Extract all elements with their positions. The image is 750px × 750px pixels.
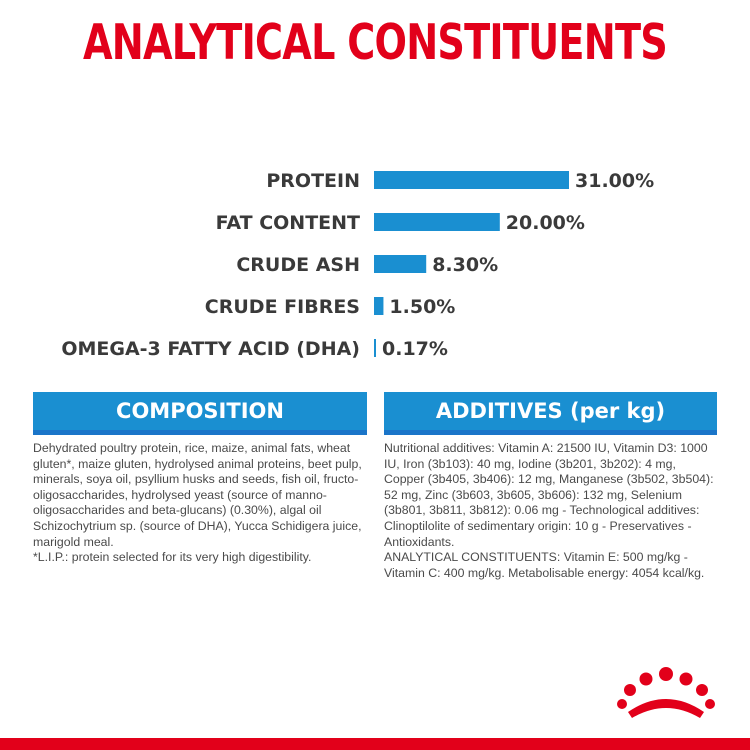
additives-text-block	[384, 441, 714, 581]
bar	[374, 213, 500, 231]
bar-value-label: 0.17%	[382, 338, 448, 360]
nutrient-bar-chart	[0, 150, 750, 380]
bar-value-label: 8.30%	[432, 254, 499, 276]
bar-label: FAT CONTENT	[215, 212, 360, 234]
bar-value-label: 31.00%	[575, 170, 655, 192]
bar	[374, 171, 569, 189]
additives-text: Nutritional additives: Vitamin A: 21500 IU, Vitamin D3: 1000 IU, Iron (3b103): 40 mg, Iodine (3b201, 3b202): 4 mg, Copper (3b405, 3b406): 12 mg, Manganese (3b502, 3b504): 52 mg, Zinc (3b603, 3b605, 3b606): 132 mg, Selenium (3b801, 3b811, 3b812): 0.06 mg - Technological additives: Clinoptilolite of sedimentary origin: 10 g - Preservatives - Antioxidants.	[384, 441, 714, 549]
bar	[374, 255, 426, 273]
bar-label: CRUDE FIBRES	[204, 296, 360, 318]
composition-footnote: *L.I.P.: protein selected for its very high digestibility.	[33, 550, 312, 565]
page-title: ANALYTICAL CONSTITUENTS	[82, 14, 668, 71]
bar	[374, 297, 383, 315]
additives-analytical: ANALYTICAL CONSTITUENTS: Vitamin E: 500 mg/kg - Vitamin C: 400 mg/kg. Metabolisable energy: 4054 kcal/kg.	[384, 550, 705, 580]
composition-heading: COMPOSITION	[33, 392, 367, 435]
additives-heading: ADDITIVES (per kg)	[384, 392, 717, 435]
composition-text-block	[33, 441, 363, 566]
footer-bar	[0, 738, 750, 750]
royal-canin-crown-icon	[616, 666, 716, 722]
bar-label: CRUDE ASH	[236, 254, 360, 276]
bar-label: OMEGA-3 FATTY ACID (DHA)	[61, 338, 360, 360]
bar-value-label: 1.50%	[389, 296, 456, 318]
bar	[374, 339, 376, 357]
composition-text: Dehydrated poultry protein, rice, maize, animal fats, wheat gluten*, maize gluten, hydrolysed animal proteins, beet pulp, minerals, soya oil, psyllium husks and seeds, fish oil, fructo-oligosaccharides, hydrolysed yeast (source of manno-oligosaccharides and beta-glucans) (0.30%), algal oil Schizochytrium sp. (source of DHA), Yucca Schidigera juice, marigold meal.	[33, 441, 362, 549]
bar-label: PROTEIN	[266, 170, 360, 192]
bar-value-label: 20.00%	[505, 212, 585, 234]
